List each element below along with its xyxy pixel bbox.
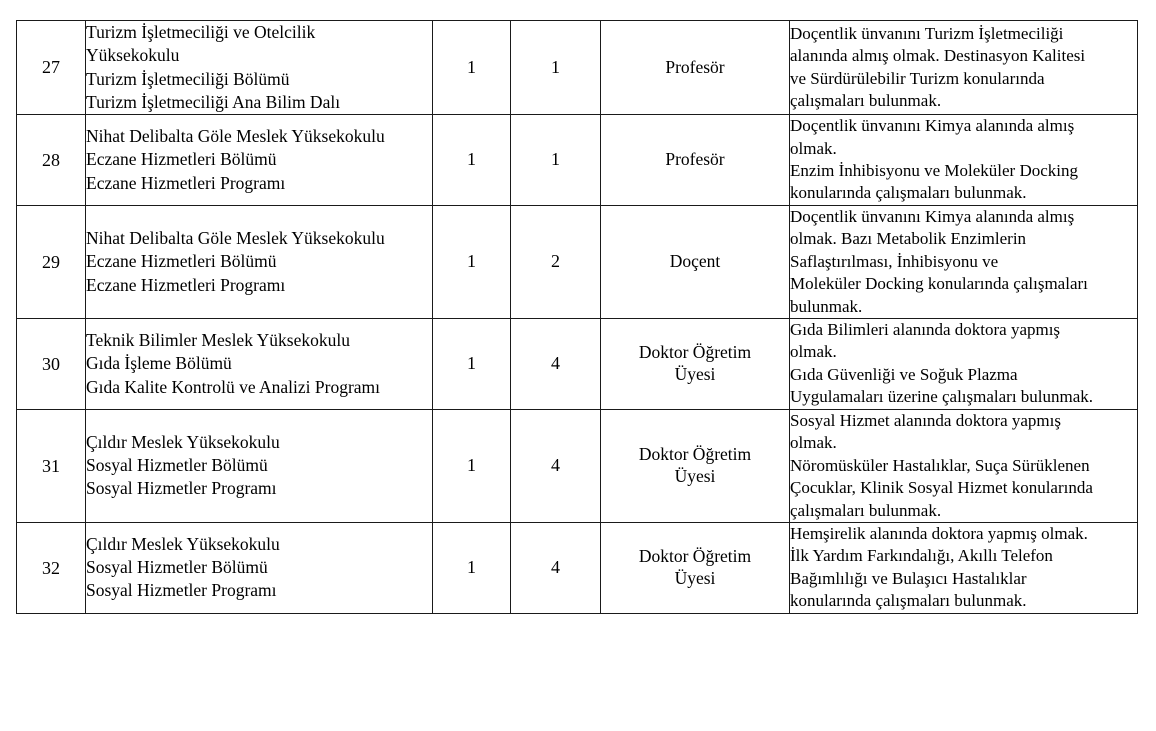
- unit-cell: [86, 21, 433, 115]
- description-line: konularında çalışmaları bulunmak.: [790, 183, 1027, 203]
- description-line: alanında almış olmak. Destinasyon Kalitesi: [790, 46, 1086, 66]
- row-number-cell: 27: [17, 21, 86, 115]
- title-line: Üyesi: [674, 465, 716, 486]
- unit-cell: [86, 409, 433, 522]
- description-line: çalışmaları bulunmak.: [790, 90, 942, 110]
- degree-cell: 1: [511, 21, 601, 115]
- count-cell: 1: [433, 205, 511, 318]
- table-row: [17, 205, 1138, 318]
- description-line: Doçentlik ünvanını Turizm İşletmeciliği: [790, 23, 1064, 43]
- title-cell: [601, 522, 790, 613]
- unit-line: Çıldır Meslek Yüksekokulu: [86, 431, 280, 452]
- description-line: Sosyal Hizmet alanında doktora yapmış: [790, 410, 1061, 430]
- unit-line: Eczane Hizmetleri Programı: [86, 274, 286, 295]
- description-line: Doçentlik ünvanını Kimya alanında almış: [790, 206, 1075, 226]
- title-line: Üyesi: [674, 567, 716, 588]
- unit-line: Teknik Bilimler Meslek Yüksekokulu: [86, 329, 350, 350]
- description-cell: [790, 115, 1138, 206]
- unit-line: Yüksekokulu: [86, 45, 180, 66]
- table-row: [17, 409, 1138, 522]
- description-line: Gıda Güvenliği ve Soğuk Plazma: [790, 364, 1018, 384]
- title-line: Profesör: [665, 149, 725, 169]
- row-number-cell: 31: [17, 409, 86, 522]
- title-line: Doktor Öğretim: [638, 545, 752, 566]
- table-body: [17, 21, 1138, 614]
- unit-text: [86, 431, 432, 501]
- description-line: olmak.: [790, 138, 837, 158]
- count-cell: 1: [433, 522, 511, 613]
- unit-line: Sosyal Hizmetler Bölümü: [86, 557, 268, 578]
- description-line: Doçentlik ünvanını Kimya alanında almış: [790, 116, 1075, 136]
- unit-line: Nihat Delibalta Göle Meslek Yüksekokulu: [86, 126, 385, 147]
- description-line: Nöromüsküler Hastalıklar, Suça Sürüklenen: [790, 455, 1090, 475]
- description-line: Gıda Bilimleri alanında doktora yapmış: [790, 320, 1061, 339]
- unit-cell: [86, 522, 433, 613]
- title-line: Doktor Öğretim: [638, 342, 752, 362]
- description-line: olmak. Bazı Metabolik Enzimlerin: [790, 229, 1027, 249]
- unit-line: Eczane Hizmetleri Programı: [86, 172, 286, 193]
- degree-cell: 1: [511, 115, 601, 206]
- unit-text: [86, 21, 432, 114]
- title-cell: [601, 319, 790, 410]
- description-line: çalışmaları bulunmak.: [790, 500, 942, 520]
- description-line: ve Sürdürülebilir Turizm konularında: [790, 68, 1045, 88]
- description-line: Enzim İnhibisyonu ve Moleküler Docking: [790, 160, 1079, 180]
- table-row: [17, 522, 1138, 613]
- unit-cell: [86, 115, 433, 206]
- row-number-cell: 29: [17, 205, 86, 318]
- unit-line: Sosyal Hizmetler Bölümü: [86, 455, 268, 476]
- title-line: Doktor Öğretim: [638, 443, 752, 464]
- unit-cell: [86, 319, 433, 410]
- description-cell: [790, 319, 1138, 410]
- description-line: Saflaştırılması, İnhibisyonu ve: [790, 251, 999, 271]
- title-line: Doçent: [669, 250, 721, 271]
- unit-line: Sosyal Hizmetler Programı: [86, 580, 277, 601]
- title-cell: [601, 409, 790, 522]
- unit-text: [86, 533, 432, 603]
- unit-cell: [86, 205, 433, 318]
- row-number-cell: 32: [17, 522, 86, 613]
- unit-text: [86, 329, 432, 399]
- description-cell: [790, 522, 1138, 613]
- description-cell: [790, 205, 1138, 318]
- vacancy-table-wrapper: [16, 20, 1137, 614]
- count-cell: 1: [433, 21, 511, 115]
- row-number-cell: 30: [17, 319, 86, 410]
- unit-line: Eczane Hizmetleri Bölümü: [86, 149, 277, 170]
- unit-text: [86, 125, 432, 195]
- row-number-cell: 28: [17, 115, 86, 206]
- title-line: Profesör: [665, 56, 725, 77]
- description-line: Hemşirelik alanında doktora yapmış olmak.: [790, 523, 1088, 543]
- count-cell: 1: [433, 115, 511, 206]
- description-line: Çocuklar, Klinik Sosyal Hizmet konularında: [790, 478, 1093, 498]
- unit-line: Gıda Kalite Kontrolü ve Analizi Programı: [86, 376, 381, 397]
- description-line: bulunmak.: [790, 296, 863, 316]
- unit-line: Eczane Hizmetleri Bölümü: [86, 251, 277, 272]
- description-line: Uygulamaları üzerine çalışmaları bulunmak.: [790, 387, 1094, 407]
- unit-text: [86, 227, 432, 297]
- unit-line: Çıldır Meslek Yüksekokulu: [86, 533, 280, 554]
- description-line: olmak.: [790, 433, 837, 453]
- unit-line: Turizm İşletmeciliği ve Otelcilik: [86, 22, 316, 42]
- title-cell: [601, 205, 790, 318]
- description-line: İlk Yardım Farkındalığı, Akıllı Telefon: [790, 546, 1053, 566]
- description-line: Moleküler Docking konularında çalışmaları: [790, 274, 1088, 294]
- count-cell: 1: [433, 409, 511, 522]
- degree-cell: 4: [511, 522, 601, 613]
- degree-cell: 2: [511, 205, 601, 318]
- unit-line: Turizm İşletmeciliği Bölümü: [86, 68, 290, 89]
- unit-line: Nihat Delibalta Göle Meslek Yüksekokulu: [86, 228, 385, 248]
- table-row: [17, 319, 1138, 410]
- degree-cell: 4: [511, 319, 601, 410]
- description-line: konularında çalışmaları bulunmak.: [790, 591, 1027, 611]
- description-cell: [790, 409, 1138, 522]
- title-cell: [601, 21, 790, 115]
- academic-vacancy-table: [16, 20, 1138, 614]
- degree-cell: 4: [511, 409, 601, 522]
- description-line: Bağımlılığı ve Bulaşıcı Hastalıklar: [790, 568, 1027, 588]
- title-line: Üyesi: [674, 363, 716, 384]
- unit-line: Sosyal Hizmetler Programı: [86, 478, 277, 499]
- count-cell: 1: [433, 319, 511, 410]
- unit-line: Gıda İşleme Bölümü: [86, 353, 232, 374]
- title-cell: [601, 115, 790, 206]
- table-row: [17, 115, 1138, 206]
- description-cell: [790, 21, 1138, 115]
- unit-line: Turizm İşletmeciliği Ana Bilim Dalı: [86, 91, 341, 112]
- table-row: [17, 21, 1138, 115]
- description-line: olmak.: [790, 342, 837, 362]
